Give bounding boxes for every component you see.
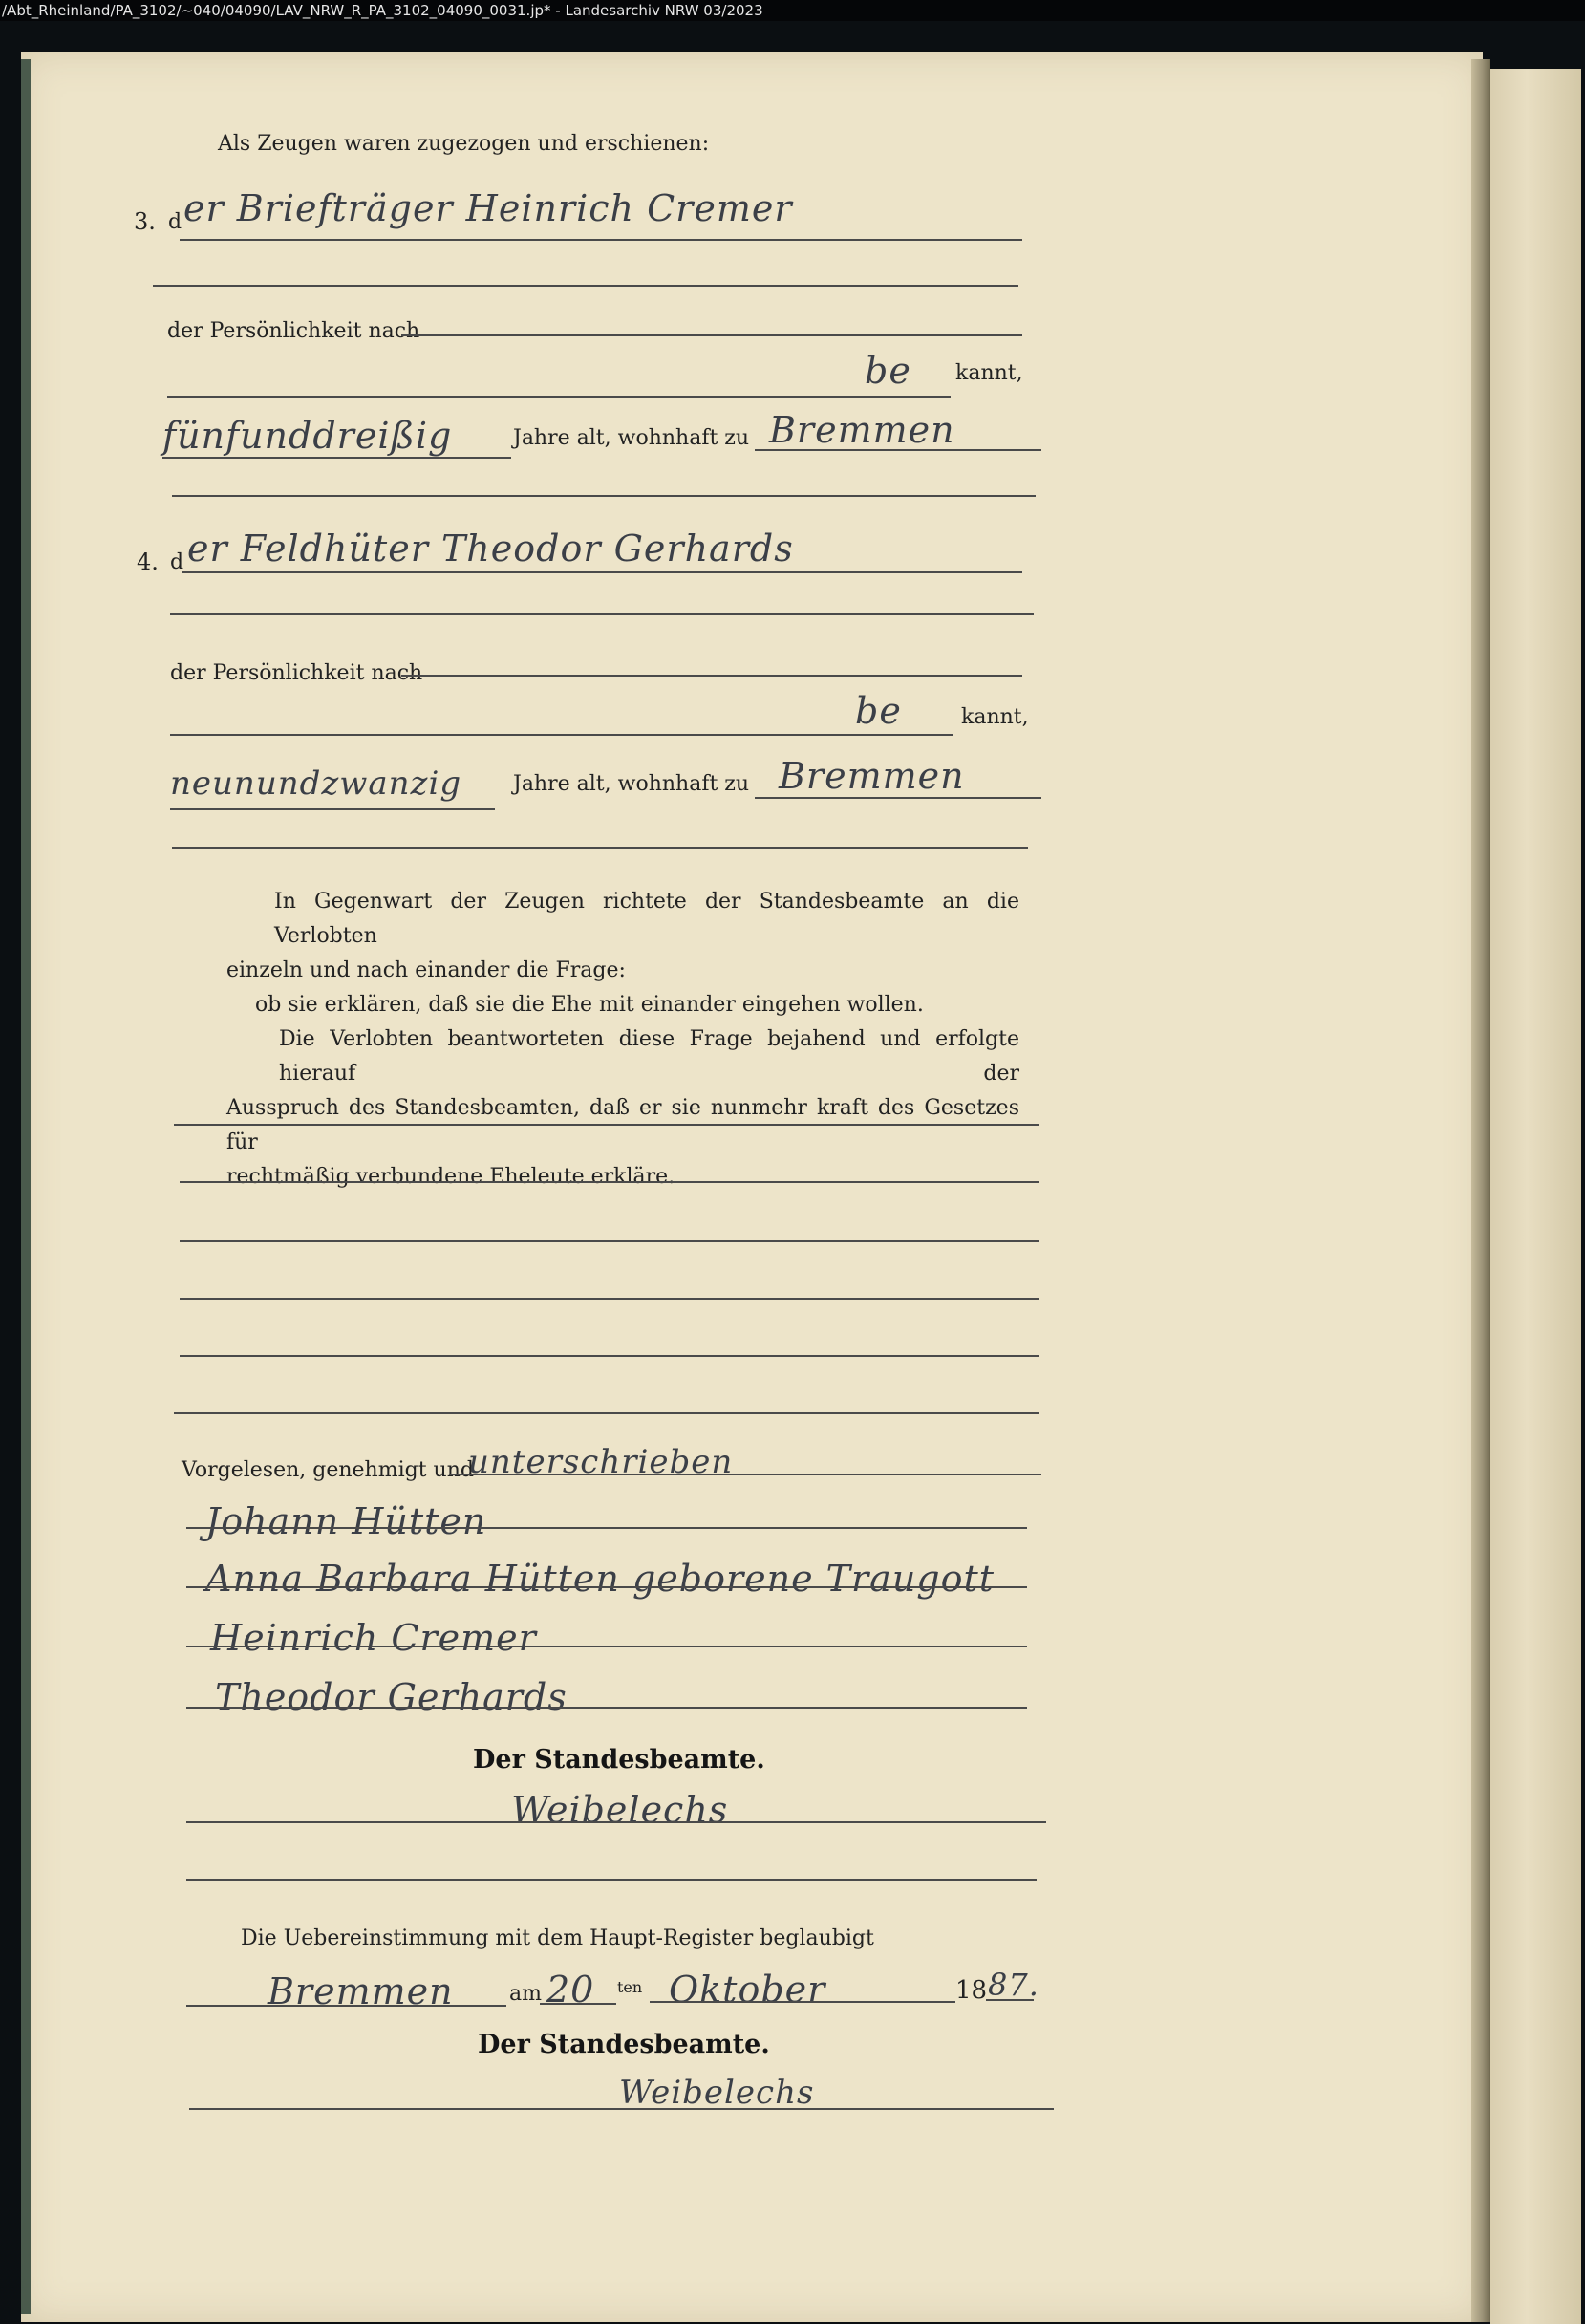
certification-place: Bremmen xyxy=(268,1970,454,2012)
signature-line-3 xyxy=(186,1646,1027,1647)
witness-3-personality-line xyxy=(401,334,1022,336)
witness-3-known-print: kannt, xyxy=(955,361,1023,385)
paragraph-line-4: Die Verlobten beantworteten diese Frage bejahend und erfolgte hierauf der xyxy=(279,1027,1019,1086)
signature-3: Heinrich Cremer xyxy=(210,1617,537,1659)
witness-4-known-hand: be xyxy=(855,690,902,732)
paragraph-line-2: einzeln und nach einander die Frage: xyxy=(226,958,626,982)
witness-3-residence-line xyxy=(755,449,1041,451)
signature-line-1 xyxy=(186,1527,1027,1529)
paragraph-line-5: Ausspruch des Standesbeamten, daß er sie nunmehr kraft des Gesetzes für xyxy=(226,1096,1019,1154)
certification-year-print: 18 xyxy=(955,1976,988,2005)
certification-month-line xyxy=(650,2001,955,2003)
signature-line-4 xyxy=(186,1707,1027,1709)
witness-4-personality-line xyxy=(401,675,1022,677)
blank-ruled-line-5 xyxy=(180,1355,1039,1357)
paragraph-line-6: rechtmäßig verbundene Eheleute erkläre. xyxy=(226,1165,675,1189)
certification-day-line xyxy=(540,2003,616,2005)
witness-3-name: er Briefträger Heinrich Cremer xyxy=(183,187,793,229)
facing-page-edge xyxy=(1490,69,1581,2324)
witness-4-name: er Feldhüter Theodor Gerhards xyxy=(187,527,794,570)
signature-2: Anna Barbara Hütten geborene Traugott xyxy=(205,1558,996,1600)
signature-4: Theodor Gerhards xyxy=(215,1676,568,1718)
witness-4-residence: Bremmen xyxy=(779,755,965,797)
signature-line-2 xyxy=(186,1586,1027,1588)
witness-3-age-line xyxy=(162,457,511,459)
window-title: /Abt_Rheinland/PA_3102/~040/04090/LAV_NRW_R_PA_3102_04090_0031.jp* - Landesarchiv NRW 03/2023 xyxy=(2,2,763,19)
witness-3-known-hand: be xyxy=(865,350,911,392)
certification-day: 20 xyxy=(546,1969,595,2011)
binding-edge xyxy=(21,59,31,2314)
witness-4-blank-line xyxy=(170,613,1034,615)
read-approved-label: Vorgelesen, genehmigt und xyxy=(182,1458,474,1482)
registrar-signature-2: Weibelechs xyxy=(619,2074,815,2112)
witness-3-blank-line-2 xyxy=(172,495,1036,497)
witness-4-residence-line xyxy=(755,797,1041,799)
witness-4-age-line xyxy=(170,808,495,810)
certification-text: Die Uebereinstimmung mit dem Haupt-Register beglaubigt xyxy=(241,1926,874,1950)
witness-4-personality-label: der Persönlichkeit nach xyxy=(170,661,423,685)
certification-ten: ten xyxy=(617,1978,643,1996)
certification-month: Oktober xyxy=(669,1969,826,2011)
certification-am: am xyxy=(509,1982,542,2006)
witness-3-age-label: Jahre alt, wohnhaft zu xyxy=(513,426,750,450)
registrar-signature: Weibelechs xyxy=(511,1789,729,1831)
certification-place-line xyxy=(186,2005,506,2007)
witness-4-number: 4. xyxy=(137,549,159,575)
witness-3-known-line xyxy=(167,396,951,398)
witness-4-name-line xyxy=(182,571,1022,573)
witness-4-age-label: Jahre alt, wohnhaft zu xyxy=(513,772,750,796)
read-approved-line xyxy=(449,1474,1041,1475)
paragraph-line-3: ob sie erklären, daß sie die Ehe mit einander eingehen wollen. xyxy=(255,993,924,1017)
registrar-line-2 xyxy=(186,1879,1037,1881)
marriage-declaration-paragraph xyxy=(226,885,1019,1194)
witness-3-age: fünfunddreißig xyxy=(162,415,453,457)
witness-3-number: 3. xyxy=(134,208,156,235)
window-title-bar xyxy=(0,0,1585,21)
witness-3-blank-line xyxy=(153,285,1018,287)
read-approved-hand: unterschrieben xyxy=(468,1443,734,1481)
witness-3-name-line xyxy=(180,239,1022,241)
witness-3-prefix: d xyxy=(168,210,182,234)
blank-ruled-line-1 xyxy=(174,1124,1039,1126)
book-spine xyxy=(1471,59,1490,2322)
blank-ruled-line-3 xyxy=(180,1240,1039,1242)
blank-ruled-line-4 xyxy=(180,1298,1039,1300)
witness-4-known-line xyxy=(170,734,953,736)
registrar-line-1 xyxy=(186,1821,1046,1823)
paragraph-line-1: In Gegenwart der Zeugen richtete der Standesbeamte an die Verlobten xyxy=(274,890,1019,948)
witness-4-age: neunundzwanzig xyxy=(170,764,462,803)
witness-3-personality-label: der Persönlichkeit nach xyxy=(167,319,420,343)
certification-year-line xyxy=(986,1999,1034,2001)
witness-4-blank-line-2 xyxy=(172,847,1028,849)
witness-4-known-print: kannt, xyxy=(961,705,1029,729)
witnesses-heading: Als Zeugen waren zugezogen und erschienen: xyxy=(218,132,710,156)
witness-4-prefix: d xyxy=(170,550,184,574)
registrar-title: Der Standesbeamte. xyxy=(473,1745,765,1775)
registrar-line-3 xyxy=(189,2108,1054,2110)
witness-3-residence: Bremmen xyxy=(769,409,955,451)
certification-year-hand: 87. xyxy=(988,1967,1039,2003)
blank-ruled-line-6 xyxy=(174,1412,1039,1414)
registrar-title-2: Der Standesbeamte. xyxy=(478,2030,770,2059)
signature-1: Johann Hütten xyxy=(205,1500,487,1542)
blank-ruled-line-2 xyxy=(180,1181,1039,1183)
